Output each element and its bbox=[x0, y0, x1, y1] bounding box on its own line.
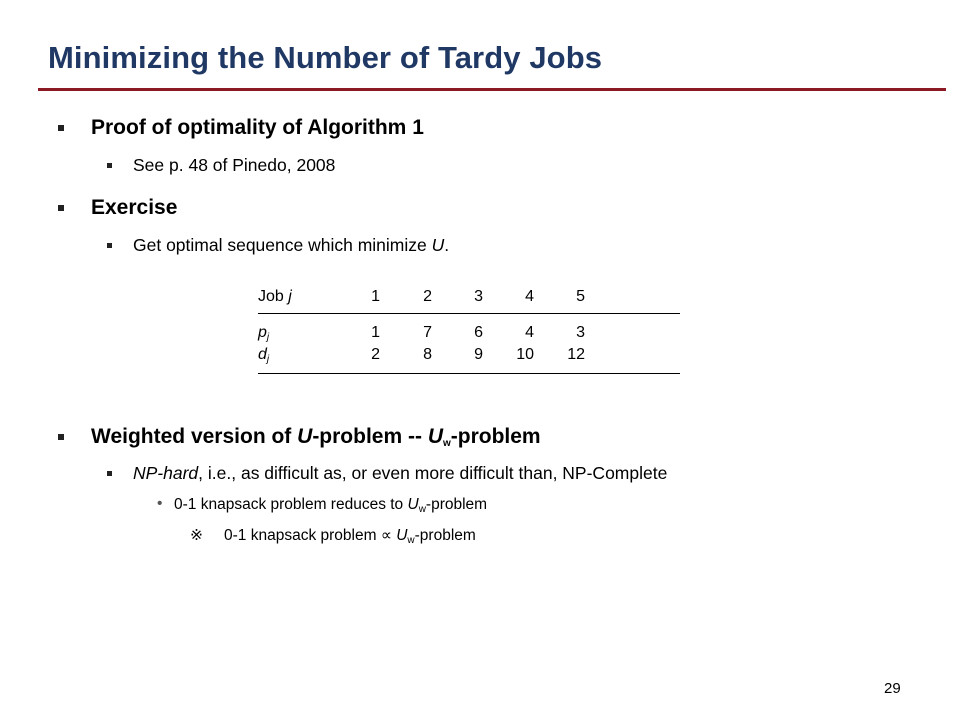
bullet-knapsack-text: 0-1 knapsack problem reduces to $U_w$-problem bbox=[174, 496, 488, 515]
square-bullet-icon bbox=[58, 434, 64, 440]
square-bullet-icon bbox=[107, 471, 112, 476]
bullet-proof-text: Proof of optimality of Algorithm 1 bbox=[91, 116, 424, 139]
d-value: 2 bbox=[371, 346, 380, 363]
square-bullet-icon bbox=[107, 163, 112, 168]
bullet-weighted-text: Weighted version of U-problem -- $U_w$-problem bbox=[91, 425, 541, 449]
d-row-label: $d_j$ bbox=[258, 346, 270, 365]
p-value: 7 bbox=[423, 324, 432, 341]
d-value: 8 bbox=[423, 346, 432, 363]
job-number: 3 bbox=[474, 288, 483, 305]
reference-mark-icon: ※ bbox=[190, 527, 203, 544]
subbullet-pinedo-text: See p. 48 of Pinedo, 2008 bbox=[133, 155, 336, 175]
proportional-symbol: ∝ bbox=[380, 527, 392, 544]
bullet-exercise-text: Exercise bbox=[91, 196, 178, 219]
square-bullet-icon bbox=[107, 243, 112, 248]
job-table bbox=[240, 278, 680, 378]
table-rule bbox=[258, 373, 680, 374]
job-number: 1 bbox=[371, 288, 380, 305]
p-value: 6 bbox=[474, 324, 483, 341]
page-number: 29 bbox=[884, 680, 901, 697]
dot-bullet-icon: • bbox=[157, 495, 163, 512]
subbullet-exercise-text: Get optimal sequence which minimize U. bbox=[133, 235, 450, 255]
p-value: 4 bbox=[525, 324, 534, 341]
d-value: 10 bbox=[516, 346, 534, 363]
p-value: 3 bbox=[576, 324, 585, 341]
square-bullet-icon bbox=[58, 125, 64, 131]
table-rule bbox=[258, 313, 680, 314]
job-number: 5 bbox=[576, 288, 585, 305]
job-header-label: Job j bbox=[258, 288, 292, 305]
d-value: 9 bbox=[474, 346, 483, 363]
job-number: 4 bbox=[525, 288, 534, 305]
p-value: 1 bbox=[371, 324, 380, 341]
subbullet-nphard-text: NP-hard, i.e., as difficult as, or even more difficult than, NP-Complete bbox=[133, 463, 668, 483]
p-row-label: $p_j$ bbox=[258, 324, 270, 343]
title-underline bbox=[38, 88, 946, 91]
d-value: 12 bbox=[567, 346, 585, 363]
bullet-proportional-text: 0-1 knapsack problem ∝ $U_w$-problem bbox=[224, 527, 476, 546]
job-number: 2 bbox=[423, 288, 432, 305]
square-bullet-icon bbox=[58, 205, 64, 211]
slide-title: Minimizing the Number of Tardy Jobs bbox=[48, 40, 603, 75]
